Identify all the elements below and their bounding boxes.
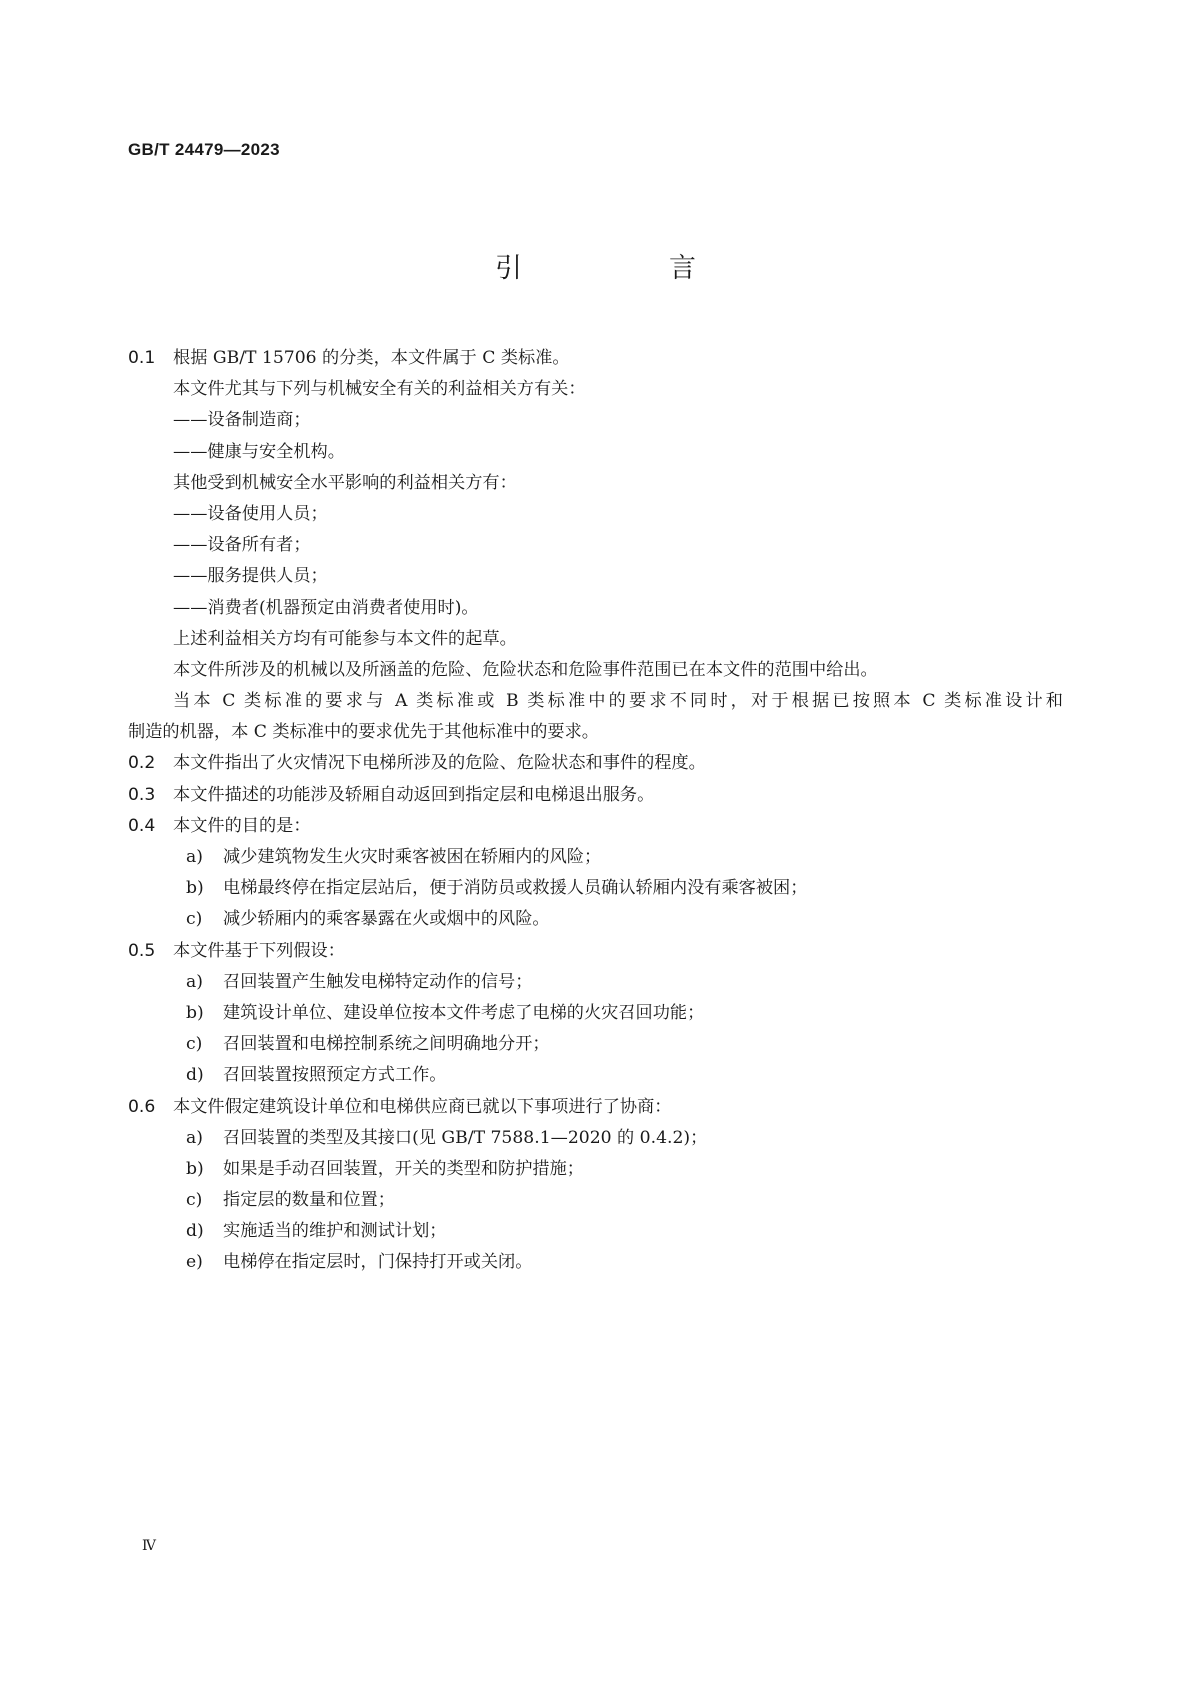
section-number: 0.4 (128, 815, 156, 836)
page-number: Ⅳ (142, 1538, 156, 1554)
list-item (128, 904, 1063, 935)
section-text: 根据 GB/T 15706 的分类，本文件属于 C 类标准。 (173, 348, 570, 368)
section-0-6 (128, 1092, 1063, 1123)
list-item-label: c) (186, 1034, 203, 1055)
list-item-text: 召回装置和电梯控制系统之间明确地分开； (223, 1034, 550, 1055)
list-item-text: 召回装置产生触发电梯特定动作的信号； (223, 971, 533, 992)
list-item (128, 842, 1063, 873)
section-0-5 (128, 936, 1063, 967)
section-0-2 (128, 748, 1063, 779)
dash-list-item: ——设备使用人员； (173, 503, 328, 524)
list-item (128, 1060, 1063, 1091)
list-item-label: c) (186, 909, 203, 930)
list-item-text: 电梯停在指定层时，门保持打开或关闭。 (223, 1252, 533, 1273)
document-body (128, 343, 1063, 1279)
section-text: 本文件的目的是： (173, 815, 311, 836)
list-item-text: 减少建筑物发生火灾时乘客被困在轿厢内的风险； (223, 847, 602, 867)
list-item-label: d) (186, 1065, 204, 1086)
section-0-1 (128, 343, 1063, 374)
list-item (128, 998, 1063, 1029)
list-item-label: a) (186, 971, 203, 992)
section-number: 0.2 (128, 753, 156, 774)
paragraph-continuation: 制造的机器，本 C 类标准中的要求优先于其他标准中的要求。 (128, 722, 599, 743)
section-text: 本文件假定建筑设计单位和电梯供应商已就以下事项进行了协商： (173, 1096, 672, 1117)
dash-list-item: ——设备制造商； (173, 410, 311, 431)
list-item (128, 1185, 1063, 1216)
list-item (128, 967, 1063, 998)
list-item-text: 如果是手动召回装置，开关的类型和防护措施； (223, 1158, 584, 1179)
list-item-text: 建筑设计单位、建设单位按本文件考虑了电梯的火灾召回功能； (223, 1002, 705, 1023)
paragraph: 当本 C 类标准的要求与 A 类标准或 B 类标准中的要求不同时，对于根据已按照本 C 类标准设计和 (173, 691, 1063, 712)
list-item-label: e) (186, 1252, 203, 1273)
list-item (128, 1123, 1063, 1154)
list-item-text: 电梯最终停在指定层站后，便于消防员或救援人员确认轿厢内没有乘客被困； (223, 878, 808, 899)
list-item-label: b) (186, 878, 204, 899)
list-item-label: a) (186, 847, 203, 867)
list-item (128, 1029, 1063, 1060)
list-item-text: 减少轿厢内的乘客暴露在火或烟中的风险。 (223, 909, 550, 930)
document-code: GB/T 24479—2023 (128, 140, 280, 159)
list-item-label: b) (186, 1158, 204, 1179)
dash-list-item: ——设备所有者； (173, 535, 311, 556)
dash-list-item: ——健康与安全机构。 (173, 441, 345, 462)
dash-list-item: ——消费者(机器预定由消费者使用时)。 (173, 597, 479, 618)
section-text: 本文件基于下列假设： (173, 940, 345, 961)
section-number: 0.3 (128, 784, 156, 805)
section-number: 0.5 (128, 940, 156, 961)
paragraph: 上述利益相关方均有可能参与本文件的起草。 (173, 628, 517, 649)
list-item-label: d) (186, 1221, 204, 1242)
section-0-4 (128, 811, 1063, 842)
list-item-text: 实施适当的维护和测试计划； (223, 1221, 447, 1242)
list-item (128, 1154, 1063, 1185)
list-item-label: a) (186, 1127, 203, 1148)
paragraph: 其他受到机械安全水平影响的利益相关方有： (173, 472, 517, 493)
page-title: 引 言 (495, 253, 756, 284)
section-text: 本文件描述的功能涉及轿厢自动返回到指定层和电梯退出服务。 (173, 784, 655, 805)
list-item-label: c) (186, 1190, 203, 1211)
dash-list-item: ——服务提供人员； (173, 566, 328, 587)
list-item-text: 召回装置按照预定方式工作。 (223, 1065, 447, 1086)
list-item (128, 1216, 1063, 1247)
section-number: 0.6 (128, 1096, 156, 1117)
paragraph: 本文件所涉及的机械以及所涵盖的危险、危险状态和危险事件范围已在本文件的范围中给出。 (173, 659, 878, 680)
section-number: 0.1 (128, 348, 156, 368)
list-item (128, 873, 1063, 904)
section-0-3 (128, 780, 1063, 811)
list-item-text: 召回装置的类型及其接口(见 GB/T 7588.1—2020 的 0.4.2)； (223, 1127, 708, 1148)
paragraph: 本文件尤其与下列与机械安全有关的利益相关方有关： (173, 379, 586, 400)
list-item-text: 指定层的数量和位置； (223, 1190, 395, 1211)
list-item (128, 1247, 1063, 1278)
list-item-label: b) (186, 1002, 204, 1023)
section-text: 本文件指出了火灾情况下电梯所涉及的危险、危险状态和事件的程度。 (173, 753, 706, 774)
